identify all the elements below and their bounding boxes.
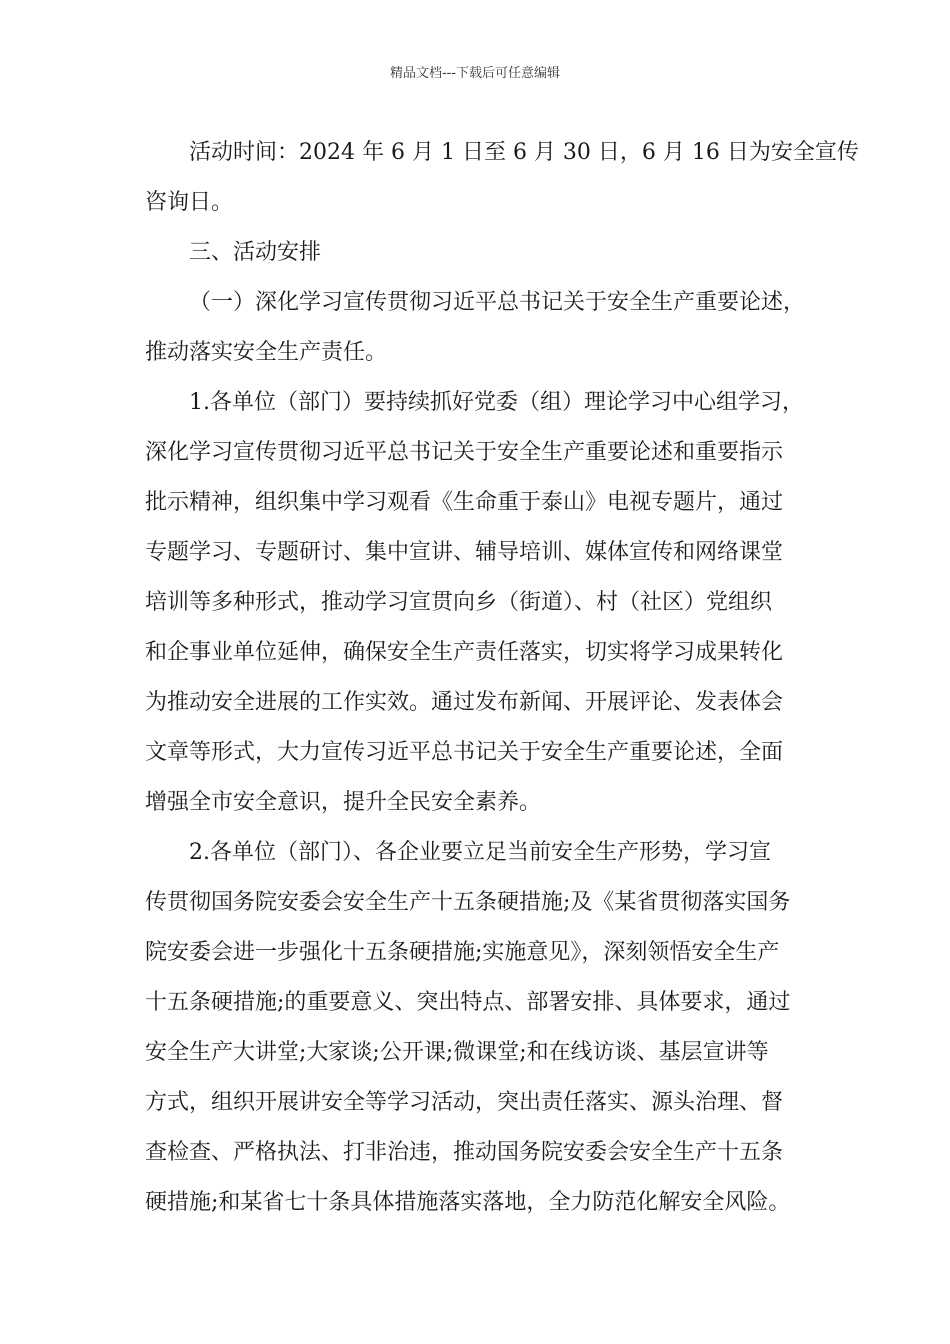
text-line: 院安委会进一步强化十五条硬措施;实施意见》，深刻领悟安全生产 — [145, 940, 780, 965]
text-line: 深化学习宣传贯彻习近平总书记关于安全生产重要论述和重要指示 — [145, 440, 784, 465]
paragraph-activity-time — [145, 128, 859, 228]
text-line: 十五条硬措施;的重要意义、突出特点、部署安排、具体要求，通过 — [145, 990, 791, 1015]
text-line: 方式，组织开展讲安全等学习活动，突出责任落实、源头治理、督 — [145, 1090, 784, 1115]
text-line: 文章等形式，大力宣传习近平总书记关于安全生产重要论述，全面 — [145, 740, 784, 765]
document-body — [145, 128, 859, 1228]
text-line: 安全生产大讲堂;大家谈;公开课;微课堂;和在线访谈、基层宣讲等 — [145, 1040, 769, 1065]
text-line: 1.各单位（部门）要持续抓好党委（组）理论学习中心组学习， — [189, 390, 804, 415]
text-line: 推动落实安全生产责任。 — [145, 340, 388, 365]
text-line: 活动时间：2024 年 6 月 1 日至 6 月 30 日，6 月 16 日为安全宣传 — [189, 140, 859, 165]
text-line: 培训等多种形式，推动学习宣贯向乡（街道）、村（社区）党组织 — [145, 590, 773, 615]
section-heading-activity-arrangement — [145, 228, 809, 278]
text-line: 专题学习、专题研讨、集中宣讲、辅导培训、媒体宣传和网络课堂 — [145, 540, 784, 565]
text-line: 和企事业单位延伸，确保安全生产责任落实，切实将学习成果转化 — [145, 640, 784, 665]
text-line: 传贯彻国务院安委会安全生产十五条硬措施;及《某省贯彻落实国务 — [145, 890, 791, 915]
text-line: 查检查、严格执法、打非治违，推动国务院安委会安全生产十五条 — [145, 1140, 784, 1165]
text-line: 咨询日。 — [145, 190, 234, 215]
paragraph-subsection-one — [145, 278, 809, 378]
text-line: 三、活动安排 — [189, 240, 322, 265]
text-line: 为推动安全进展的工作实效。通过发布新闻、开展评论、发表体会 — [145, 690, 784, 715]
paragraph-item-2 — [145, 828, 809, 1228]
text-line: （一）深化学习宣传贯彻习近平总书记关于安全生产重要论述， — [189, 290, 806, 315]
text-line: 2.各单位（部门）、各企业要立足当前安全生产形势，学习宣 — [189, 840, 771, 865]
text-line: 批示精神，组织集中学习观看《生命重于泰山》电视专题片，通过 — [145, 490, 784, 515]
text-line: 增强全市安全意识，提升全民安全素养。 — [145, 790, 542, 815]
page-header: 精品文档---下载后可任意编辑 — [389, 66, 561, 81]
text-line: 硬措施;和某省七十条具体措施落实落地，全力防范化解安全风险。 — [145, 1190, 791, 1215]
paragraph-item-1 — [145, 378, 809, 828]
